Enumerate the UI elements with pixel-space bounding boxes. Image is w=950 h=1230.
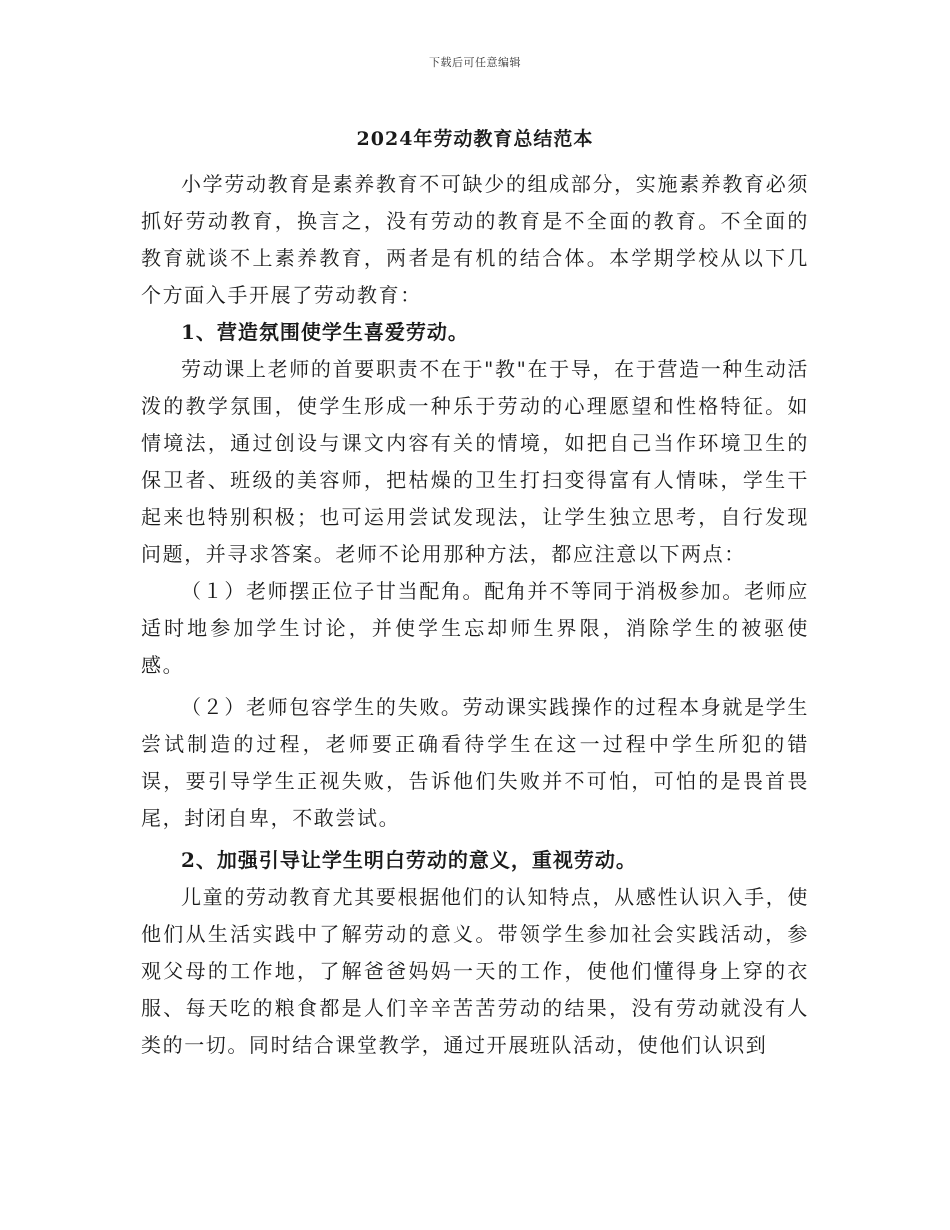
section-1-point-1: （１）老师摆正位子甘当配角。配角并不等同于消极参加。老师应适时地参加学生讨论，并使学生忘却师生界限，消除学生的被驱使感。 xyxy=(141,579,809,677)
header-note: 下载后可任意编辑 xyxy=(429,56,521,69)
document-title: 2024年劳动教育总结范本 xyxy=(356,128,594,150)
section-2-heading: 2、加强引导让学生明白劳动的意义，重视劳动。 xyxy=(181,848,637,872)
section-1-paragraph: 劳动课上老师的首要职责不在于"教"在于导，在于营造一种生动活泼的教学氛围，使学生形成一种乐于劳动的心理愿望和性格特征。如情境法，通过创设与课文内容有关的情境，如把自己当作环境卫生的保卫者、班级的美容师，把枯燥的卫生打扫变得富有人情味，学生干起来也特别积极；也可运用尝试发现法，让学生独立思考，自行发现问题，并寻求答案。老师不论用那种方法，都应注意以下两点： xyxy=(141,357,809,566)
intro-paragraph: 小学劳动教育是素养教育不可缺少的组成部分，实施素养教育必须抓好劳动教育，换言之，没有劳动的教育是不全面的教育。不全面的教育就谈不上素养教育，两者是有机的结合体。本学期学校从以下几个方面入手开展了劳动教育： xyxy=(141,172,809,307)
section-1-point-2: （２）老师包容学生的失败。劳动课实践操作的过程本身就是学生尝试制造的过程，老师要正确看待学生在这一过程中学生所犯的错误，要引导学生正视失败，告诉他们失败并不可怕，可怕的是畏首畏尾，封闭自卑，不敢尝试。 xyxy=(141,695,809,830)
section-1-heading: 1、营造氛围使学生喜爱劳动。 xyxy=(181,320,469,344)
section-2-paragraph: 儿童的劳动教育尤其要根据他们的认知特点，从感性认识入手，使他们从生活实践中了解劳动的意义。带领学生参加社会实践活动，参观父母的工作地，了解爸爸妈妈一天的工作，使他们懂得身上穿的衣服、每天吃的粮食都是人们辛辛苦苦劳动的结果，没有劳动就没有人类的一切。同时结合课堂教学，通过开展班队活动，使他们认识到 xyxy=(141,885,809,1057)
document-body xyxy=(141,166,809,1064)
